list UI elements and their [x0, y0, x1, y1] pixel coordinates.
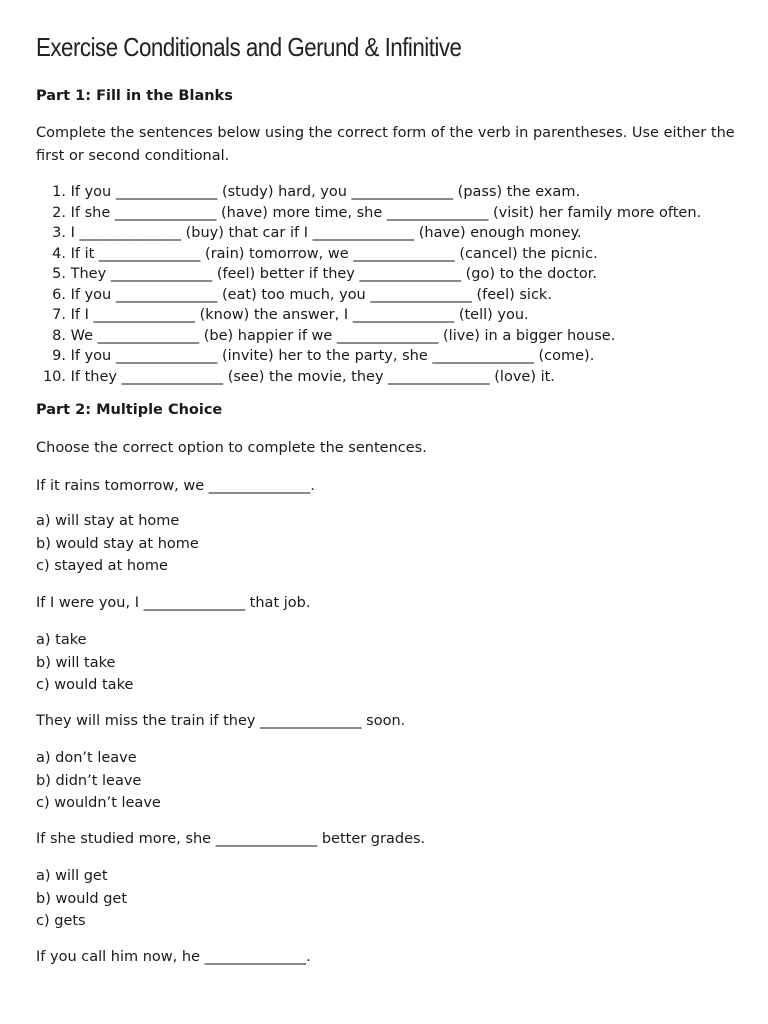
item-number: 4. — [52, 245, 66, 262]
option-item: c) gets — [36, 913, 86, 929]
list-item — [36, 326, 701, 347]
item-number: 7. — [52, 307, 66, 323]
option-item: c) stayed at home — [36, 558, 168, 574]
item-text: If she ______________ (have) more time, she ______________ (visit) her family more often. — [70, 204, 702, 221]
item-text: If you ______________ (study) hard, you ______________ (pass) the exam. — [70, 184, 581, 200]
option-item: b) will take — [36, 654, 116, 671]
item-number: 8. — [52, 327, 66, 344]
option-item: b) would stay at home — [36, 535, 199, 552]
option-item: a) will stay at home — [36, 513, 180, 529]
option-item: b) would get — [36, 890, 128, 907]
item-text: If it ______________ (rain) tomorrow, we ______________ (cancel) the picnic. — [70, 245, 598, 262]
option-list — [36, 510, 199, 578]
question-prompt: If it rains tomorrow, we ______________. — [36, 478, 315, 494]
item-number: 10. — [42, 368, 66, 385]
list-item — [36, 346, 701, 367]
item-number: 1. — [52, 184, 66, 200]
item-number: 6. — [52, 286, 66, 303]
list-item — [36, 182, 701, 203]
item-text: If you ______________ (invite) her to the party, she ______________ (come). — [70, 348, 595, 364]
option-item: c) wouldn’t leave — [36, 795, 161, 811]
list-item — [36, 203, 701, 224]
list-item — [36, 305, 701, 326]
item-text: I ______________ (buy) that car if I ______________ (have) enough money. — [70, 225, 582, 241]
option-list — [36, 865, 127, 933]
list-item — [36, 244, 701, 265]
item-text: If you ______________ (eat) too much, you ______________ (feel) sick. — [70, 286, 552, 303]
list-item — [36, 223, 701, 244]
option-list — [36, 629, 133, 697]
item-text: If they ______________ (see) the movie, they ______________ (love) it. — [70, 368, 555, 385]
part1-instructions: Complete the sentences below using the correct form of the verb in parentheses. Use either the first or second conditional. — [36, 125, 735, 164]
page-title: Exercise Conditionals and Gerund & Infinitive — [36, 32, 462, 62]
question-prompt: If she studied more, she ______________ better grades. — [36, 831, 426, 847]
part2-heading: Part 2: Multiple Choice — [36, 402, 223, 418]
option-list — [36, 747, 161, 815]
item-text: We ______________ (be) happier if we ______________ (live) in a bigger house. — [70, 327, 616, 344]
fill-in-blanks-list — [36, 182, 701, 387]
option-item: b) didn’t leave — [36, 772, 142, 789]
item-number: 2. — [52, 204, 66, 221]
list-item — [36, 264, 701, 285]
option-item: c) would take — [36, 677, 134, 693]
option-item: a) will get — [36, 868, 108, 884]
part2-instructions: Choose the correct option to complete the sentences. — [36, 440, 427, 456]
item-text: They ______________ (feel) better if they ______________ (go) to the doctor. — [70, 266, 598, 282]
question-prompt: If you call him now, he ______________. — [36, 949, 311, 965]
part1-heading: Part 1: Fill in the Blanks — [36, 88, 233, 104]
question-prompt: They will miss the train if they ______________ soon. — [36, 713, 406, 729]
item-number: 3. — [52, 225, 66, 241]
option-item: a) take — [36, 632, 87, 648]
option-item: a) don’t leave — [36, 750, 137, 766]
question-prompt: If I were you, I ______________ that job. — [36, 595, 311, 611]
list-item — [36, 367, 701, 388]
item-number: 9. — [52, 348, 66, 364]
item-number: 5. — [52, 266, 66, 282]
list-item — [36, 285, 701, 306]
item-text: If I ______________ (know) the answer, I ______________ (tell) you. — [70, 307, 529, 323]
